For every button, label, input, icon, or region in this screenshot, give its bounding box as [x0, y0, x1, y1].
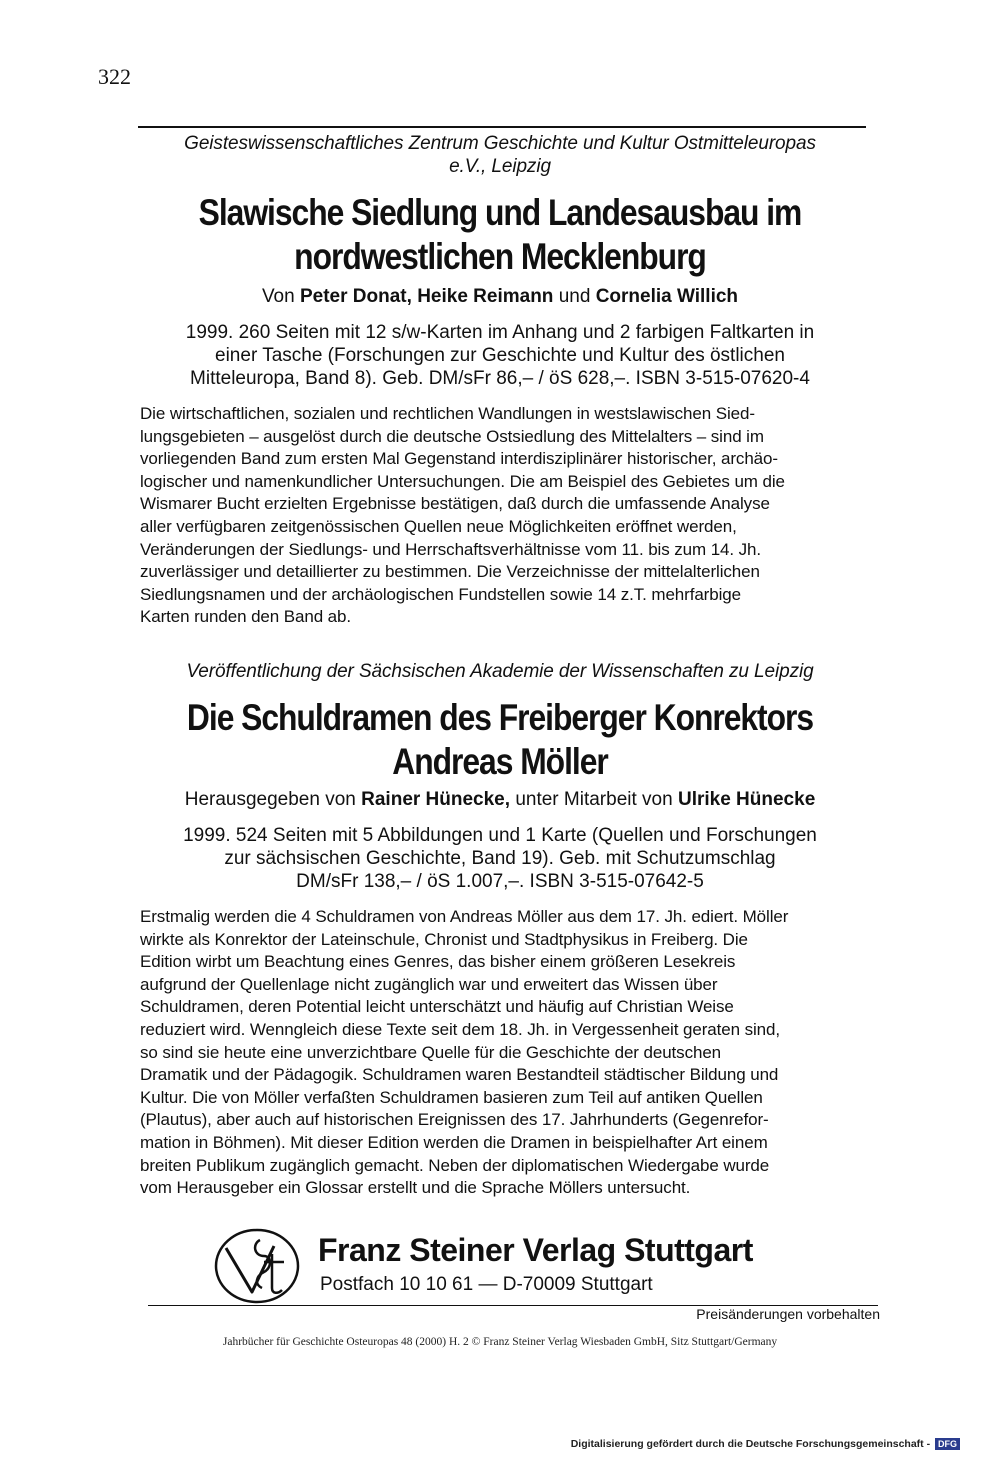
entry2-title	[122, 696, 879, 784]
publisher-block	[212, 1226, 892, 1306]
entry2-biblio-line: 1999. 524 Seiten mit 5 Abbildungen und 1 Karte (Quellen und Forschungen	[183, 825, 817, 846]
entry2-biblio-line: DM/sFr 138,– / öS 1.007,–. ISBN 3-515-07642-5	[296, 871, 704, 892]
entry1-desc-line: Karten runden den Band ab.	[140, 607, 352, 627]
footer-citation: Jahrbücher für Geschichte Osteuropas 48 (2000) H. 2 © Franz Steiner Verlag Wiesbaden GmbH, Sitz Stuttgart/Germany	[222, 1336, 778, 1348]
entry1-author1: Peter Donat,	[299, 286, 412, 307]
publisher-name: Franz Steiner Verlag Stuttgart	[318, 1232, 753, 1268]
digitization-note	[571, 1438, 960, 1450]
entry1-desc-line: vorliegenden Band zum ersten Mal Gegenstand interdisziplinärer historischer, archäo-	[140, 449, 778, 469]
entry2-title-line2: Andreas Möller	[392, 741, 608, 782]
page-number: 322	[98, 64, 131, 89]
entry2-collab-prefix: unter Mitarbeit von	[515, 789, 673, 810]
dfg-badge: DFG	[935, 1438, 960, 1450]
entry2-desc-line: breiten Publikum zugänglich gemacht. Neben der diplomatischen Wiedergabe wurde	[140, 1155, 770, 1175]
price-note: Preisänderungen vorbehalten	[696, 1306, 880, 1322]
entry2-desc-line: mation in Böhmen). Mit dieser Edition werden die Dramen in beispielhafter Art einem	[140, 1132, 768, 1152]
entry1-desc-line: aller verfügbaren zeitgenössischen Quellen neue Möglichkeiten eröffnet werden,	[140, 516, 737, 536]
entry1-biblio-line: Mitteleuropa, Band 8). Geb. DM/sFr 86,– / öS 628,–. ISBN 3-515-07620-4	[190, 368, 810, 389]
entry2-desc-line: Kultur. Die von Möller verfaßten Schuldramen basieren zum Teil auf antiken Quellen	[140, 1087, 763, 1107]
entry2-title-line1: Die Schuldramen des Freiberger Konrektors	[186, 697, 814, 738]
entry2-series: Veröffentlichung der Sächsischen Akademie der Wissenschaften zu Leipzig	[186, 661, 814, 682]
entry1-authors	[100, 285, 900, 309]
entry1-title-line2: nordwestlichen Mecklenburg	[294, 236, 706, 277]
entry2-description	[140, 906, 872, 1200]
entry1-biblio-line: 1999. 260 Seiten mit 12 s/w-Karten im Anhang und 2 farbigen Faltkarten in	[185, 322, 815, 343]
entry1-desc-line: logischer und namenkundlicher Untersuchungen. Die am Beispiel des Gebietes um die	[140, 471, 785, 491]
entry2-desc-line: Erstmalig werden die 4 Schuldramen von Andreas Möller aus dem 17. Jh. ediert. Möller	[140, 907, 789, 926]
entry2-desc-line: so sind sie heute eine unverzichtbare Quelle für die Geschichte der deutschen	[140, 1042, 722, 1062]
entry1-series	[100, 132, 900, 178]
entry2-editors	[100, 788, 900, 812]
entry1-and: und	[558, 286, 591, 307]
entry2-biblio-line: zur sächsischen Geschichte, Band 19). Geb. mit Schutzumschlag	[224, 848, 776, 869]
entry2-collaborator: Ulrike Hünecke	[677, 789, 816, 810]
entry1-series-line2: e.V., Leipzig	[449, 156, 551, 177]
entry1-desc-line: Siedlungsnamen und der archäologischen Fundstellen sowie 14 z.T. mehrfarbige	[140, 584, 741, 604]
entry2-desc-line: reduziert wird. Wenngleich diese Texte seit dem 18. Jh. in Vergessenheit geraten sind,	[140, 1019, 780, 1039]
entry2-editor-prefix: Herausgegeben von	[184, 789, 356, 810]
entry1-series-line1: Geisteswissenschaftliches Zentrum Geschichte und Kultur Ostmitteleuropas	[184, 133, 816, 154]
digitization-text: Digitalisierung gefördert durch die Deutsche Forschungsgemeinschaft -	[570, 1438, 931, 1450]
entry1-title	[122, 191, 879, 279]
entry2-desc-line: Edition wirbt um Beachtung eines Genres, das bisher einem größeren Lesekreis	[140, 952, 736, 972]
entry2-desc-line: wirkte als Konrektor der Lateinschule, Chronist und Stadtphysikus in Freiberg. Die	[140, 929, 748, 949]
entry2-desc-line: aufgrund der Quellenlage nicht zugänglich war und erweitert das Wissen über	[140, 974, 718, 994]
entry1-title-line1: Slawische Siedlung und Landesausbau im	[198, 192, 802, 233]
entry1-desc-line: zuverlässiger und detaillierter zu bestimmen. Die Verzeichnisse der mittelalterlichen	[140, 562, 760, 582]
entry2-biblio	[120, 824, 880, 893]
entry2-desc-line: (Plautus), aber auch auf historischen Ereignissen des 17. Jahrhunderts (Gegenrefor-	[140, 1110, 769, 1130]
entry2-desc-line: vom Herausgeber ein Glossar erstellt und die Sprache Möllers untersucht.	[140, 1178, 691, 1198]
top-rule	[138, 126, 866, 128]
entry1-by: Von	[261, 286, 295, 307]
franz-steiner-logo-icon	[212, 1226, 302, 1306]
entry1-author3: Cornelia Willich	[595, 286, 739, 307]
entry1-biblio	[120, 321, 880, 390]
publisher-address: Postfach 10 10 61 — D-70009 Stuttgart	[320, 1274, 653, 1295]
entry1-biblio-line: einer Tasche (Forschungen zur Geschichte und Kultur des östlichen	[215, 345, 785, 366]
entry2-desc-line: Schuldramen, deren Potential leicht unterschätzt und häufig auf Christian Weise	[140, 997, 734, 1017]
entry2-editor: Rainer Hünecke,	[361, 789, 511, 810]
entry2-desc-line: Dramatik und der Pädagogik. Schuldramen waren Bestandteil städtischer Bildung und	[140, 1065, 779, 1085]
entry1-desc-line: Wismarer Bucht erzielten Ergebnisse bestätigen, daß durch die umfassende Analyse	[140, 494, 770, 514]
entry1-description	[140, 403, 872, 629]
entry1-desc-line: Die wirtschaftlichen, sozialen und rechtlichen Wandlungen in westslawischen Sied-	[140, 404, 755, 423]
entry1-desc-line: lungsgebieten – ausgelöst durch die deutsche Ostsiedlung des Mittelalters – sind im	[140, 426, 764, 446]
entry1-desc-line: Veränderungen der Siedlungs- und Herrschaftsverhältnisse vom 11. bis zum 14. Jh.	[140, 539, 762, 559]
entry1-author2: Heike Reimann	[417, 286, 554, 307]
